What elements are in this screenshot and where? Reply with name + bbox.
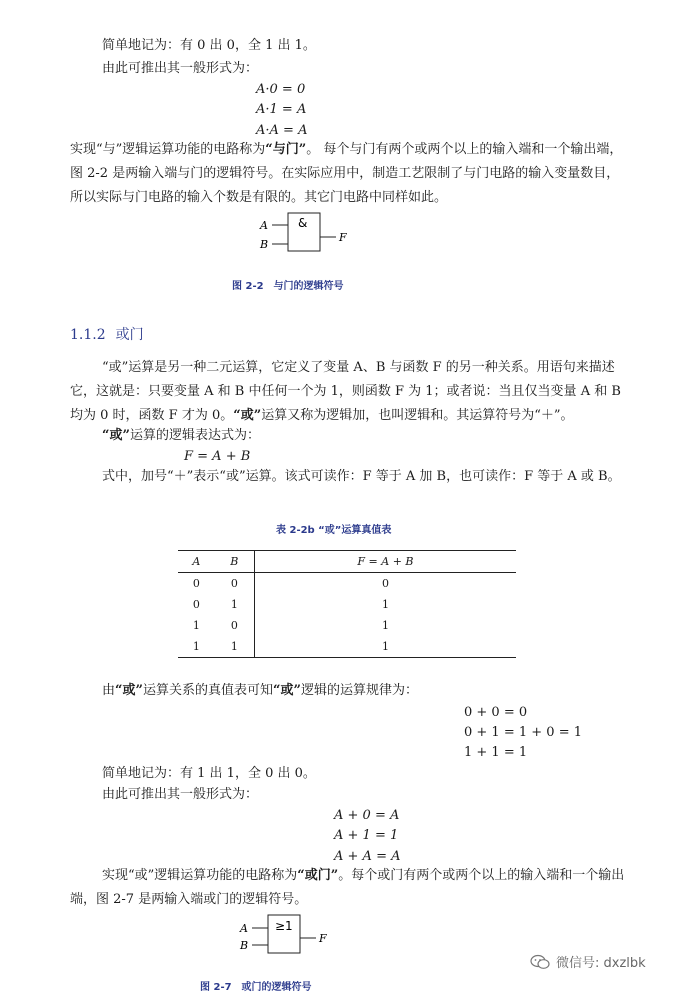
and-gate-term: “与门” xyxy=(265,142,307,157)
watermark-text: 微信号: dxzlbk xyxy=(556,956,646,971)
or-truth-table xyxy=(178,550,516,658)
or-table-caption: 表 2-2b “或”运算真值表 xyxy=(276,525,392,536)
or-expr-description: 式中，加号“＋”表示“或”运算。该式可读作：F 等于 A 加 B，也可读作：F 等于 A 或 B。 xyxy=(102,469,621,484)
table-cell: 1 xyxy=(254,636,516,658)
or-definition xyxy=(70,356,630,428)
table-row xyxy=(178,594,516,615)
and-formula-3: A·A = A xyxy=(256,123,308,138)
and-desc-lead: 实现“与”逻辑运算功能的电路称为 xyxy=(70,142,266,157)
or-formula-1: A + 0 = A xyxy=(334,808,400,823)
or-rule-intro xyxy=(102,683,418,699)
or-gate-caption: 图 2-7 或门的逻辑符号 xyxy=(200,982,312,993)
and-gate-symbol xyxy=(258,212,358,254)
section-title: 或门 xyxy=(115,327,144,343)
table-cell: 0 xyxy=(192,598,200,611)
table-cell: 1 xyxy=(230,640,238,653)
or-rule-pre: 由 xyxy=(102,683,116,698)
or-desc-lead: 实现“或”逻辑运算功能的电路称为 xyxy=(102,868,298,883)
or-rule-2: 0 + 1 = 1 + 0 = 1 xyxy=(464,725,582,740)
or-rule-1: 0 + 0 = 0 xyxy=(464,705,528,720)
and-summary: 简单地记为：有 0 出 0，全 1 出 1。 xyxy=(102,38,316,53)
and-gate-output: F xyxy=(339,231,347,244)
and-gate-label: & xyxy=(298,216,308,230)
or-gate-input-a: A xyxy=(240,922,248,935)
and-desc-rest: 。 每个与门有两个或两个以上的输入端和一个输出端，图 2-2 是两输入端与门的逻辑符号。在实际应用中，制造工艺限制了与门电路的输入变量数目，所以实际与门电路的输入个数是有限的。其它门电路中同样如此。 xyxy=(70,142,623,205)
and-description xyxy=(70,138,630,210)
table-cell: 1 xyxy=(254,615,516,636)
or-expr-intro xyxy=(102,428,260,444)
and-gate-input-a: A xyxy=(260,219,268,232)
section-heading xyxy=(70,324,154,344)
table-cell: 0 xyxy=(192,577,200,590)
or-expr-term: “或” xyxy=(102,428,130,443)
or-def-text: “或”运算是另一种二元运算，它定义了变量 A、B 与函数 F 的另一种关系。用语句来描述它，这就是：只要变量 A 和 B 中任何一个为 1，则函数 F 为 1；或者说：当且仅当变量 A 和 B 均为 0 时，函数 F 才为 0。 xyxy=(70,360,621,423)
or-gate-input-b: B xyxy=(240,939,249,952)
watermark xyxy=(530,952,646,971)
table-cell: 1 xyxy=(192,619,200,632)
and-general-intro: 由此可推出其一般形式为： xyxy=(102,61,259,76)
or-rule-mid: 运算关系的真值表可知 xyxy=(142,683,273,698)
or-formula-3: A + A = A xyxy=(334,849,401,864)
or-term: “或” xyxy=(233,408,262,423)
table-header: B xyxy=(230,555,239,568)
table-cell: 1 xyxy=(192,640,200,653)
or-gate-label: ≥1 xyxy=(275,919,293,933)
table-cell: 1 xyxy=(230,598,238,611)
or-desc-rest: 。每个或门有两个或两个以上的输入端和一个输出端，图 2-7 是两输入端或门的逻辑符号。 xyxy=(70,868,625,907)
or-description xyxy=(70,864,630,912)
or-gate-term: “或门” xyxy=(297,868,339,883)
or-formula-2: A + 1 = 1 xyxy=(334,828,399,843)
table-cell: 0 xyxy=(254,573,516,595)
table-header: A xyxy=(192,555,201,568)
table-header: F = A + B xyxy=(254,551,516,573)
wechat-icon xyxy=(530,954,550,970)
table-cell: 0 xyxy=(230,577,238,590)
table-row xyxy=(178,636,516,658)
table-row xyxy=(178,573,516,595)
or-rule-term-2: “或” xyxy=(273,683,301,698)
or-def-tail: 运算又称为逻辑加，也叫逻辑和。其运算符号为“＋”。 xyxy=(261,408,574,423)
table-row xyxy=(178,615,516,636)
and-formula-2: A·1 = A xyxy=(256,102,307,117)
or-rule-post: 逻辑的运算规律为： xyxy=(300,683,418,698)
or-expr-intro-text: 运算的逻辑表达式为： xyxy=(129,428,260,443)
or-expression: F = A + B xyxy=(184,449,251,464)
section-number: 1.1.2 xyxy=(70,327,106,343)
and-gate-caption: 图 2-2 与门的逻辑符号 xyxy=(232,281,344,292)
table-header-row xyxy=(178,551,516,573)
or-general-intro: 由此可推出其一般形式为： xyxy=(102,787,259,802)
or-gate-symbol xyxy=(238,914,338,956)
table-cell: 0 xyxy=(230,619,238,632)
and-formula-1: A·0 = 0 xyxy=(256,82,306,97)
or-gate-output: F xyxy=(319,932,327,945)
or-summary: 简单地记为：有 1 出 1，全 0 出 0。 xyxy=(102,766,316,781)
or-rule-term-1: “或” xyxy=(115,683,143,698)
and-gate-input-b: B xyxy=(260,238,269,251)
or-rule-3: 1 + 1 = 1 xyxy=(464,745,528,760)
table-cell: 1 xyxy=(254,594,516,615)
